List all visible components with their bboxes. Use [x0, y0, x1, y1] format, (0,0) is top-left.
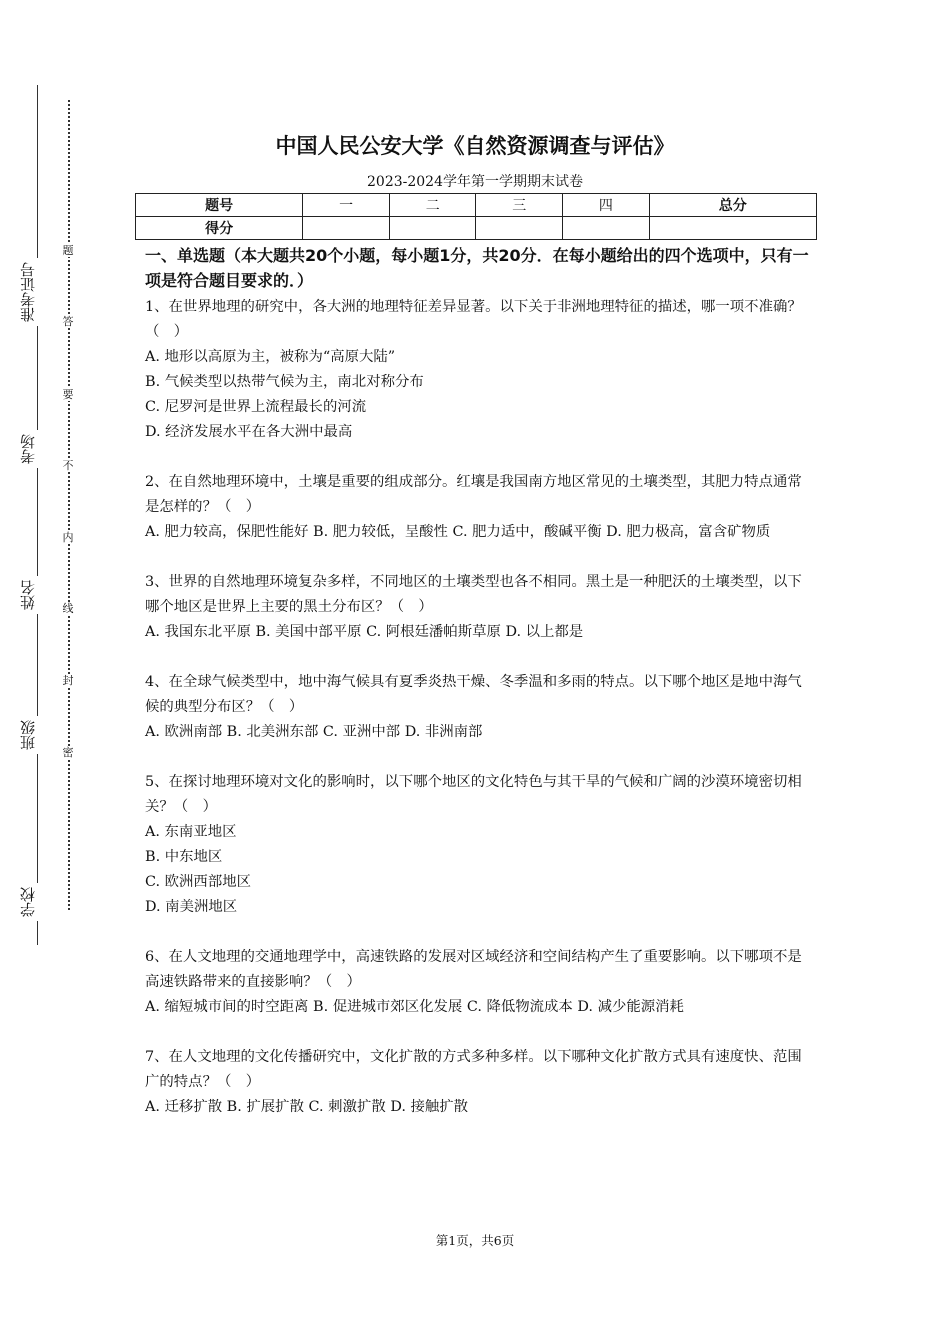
question-4 [145, 670, 813, 745]
question-option: D. 经济发展水平在各大洲中最高 [145, 424, 353, 440]
field-school: 学校 [20, 883, 46, 921]
exam-title: 中国人民公安大学《自然资源调查与评估》 [275, 134, 675, 158]
question-stem: 7、在人文地理的文化传播研究中，文化扩散的方式多种多样。以下哪种文化扩散方式具有速度快、范围广的特点？（ ） [145, 1049, 802, 1090]
question-3 [145, 570, 813, 645]
seal-char: 要 [62, 388, 74, 401]
binding-solid-line [37, 85, 38, 945]
question-stem: 5、在探讨地理环境对文化的影响时，以下哪个地区的文化特色与其干旱的气候和广阔的沙漠环境密切相关？（ ） [145, 774, 802, 815]
question-option: A. 地形以高原为主，被称为“高原大陆” [145, 349, 396, 365]
question-5 [145, 770, 813, 920]
question-stem: 4、在全球气候类型中，地中海气候具有夏季炎热干燥、冬季温和多雨的特点。以下哪个地区是地中海气候的典型分布区？（ ） [145, 674, 802, 715]
seal-char: 封 [62, 674, 74, 687]
question-stem: 3、世界的自然地理环境复杂多样，不同地区的土壤类型也各不相同。黑土是一种肥沃的土壤类型，以下哪个地区是世界上主要的黑土分布区？（ ） [145, 574, 802, 615]
score-row-label: 得分 [136, 217, 303, 240]
seal-char: 密 [62, 746, 74, 759]
exam-content [145, 243, 813, 1145]
field-class: 班级 [20, 716, 46, 754]
question-option: C. 尼罗河是世界上流程最长的河流 [145, 399, 367, 415]
score-header-row [136, 194, 817, 217]
exam-subtitle: 2023-2024学年第一学期期末试卷 [367, 174, 583, 190]
question-option: B. 中东地区 [145, 849, 223, 865]
seal-char: 题 [62, 244, 74, 257]
question-stem: 2、在自然地理环境中，土壤是重要的组成部分。红壤是我国南方地区常见的土壤类型，其肥力特点通常是怎样的？（ ） [145, 474, 802, 515]
score-column-header: 总分 [649, 194, 816, 217]
score-column-header: 一 [303, 194, 390, 217]
score-column-header: 四 [563, 194, 650, 217]
score-cell[interactable] [563, 217, 650, 240]
question-2 [145, 470, 813, 545]
question-option: A. 东南亚地区 [145, 824, 237, 840]
score-table [135, 193, 817, 240]
question-stem: 6、在人文地理的交通地理学中，高速铁路的发展对区域经济和空间结构产生了重要影响。以下哪项不是高速铁路带来的直接影响？（ ） [145, 949, 802, 990]
seal-char: 内 [62, 531, 74, 544]
score-header-label: 题号 [136, 194, 303, 217]
question-options-line: A. 迁移扩散 B. 扩展扩散 C. 刺激扩散 D. 接触扩散 [145, 1099, 469, 1115]
score-cell[interactable] [389, 217, 476, 240]
question-option: D. 南美洲地区 [145, 899, 238, 915]
seal-char: 答 [62, 315, 74, 328]
question-options-line: A. 缩短城市间的时空距离 B. 促进城市郊区化发展 C. 降低物流成本 D. 减少能源消耗 [145, 999, 684, 1015]
score-column-header: 三 [476, 194, 563, 217]
score-cell[interactable] [303, 217, 390, 240]
question-stem: 1、在世界地理的研究中，各大洲的地理特征差异显著。以下关于非洲地理特征的描述，哪一项不准确？（ ） [145, 299, 802, 340]
field-exam-room: 考场 [20, 430, 46, 468]
page-footer: 第1页，共6页 [435, 1233, 515, 1248]
question-1 [145, 295, 813, 445]
score-column-header: 二 [389, 194, 476, 217]
question-option: C. 欧洲西部地区 [145, 874, 251, 890]
section-heading: 一、单选题（本大题共20个小题，每小题1分，共20分．在每小题给出的四个选项中，只有一项是符合题目要求的．） [145, 246, 809, 290]
seal-char: 不 [62, 459, 74, 472]
binding-margin [0, 0, 110, 1344]
question-6 [145, 945, 813, 1020]
field-exam-number: 准考证号 [20, 258, 46, 326]
seal-char: 线 [62, 602, 74, 615]
field-name: 姓名 [20, 576, 46, 614]
question-option: B. 气候类型以热带气候为主，南北对称分布 [145, 374, 424, 390]
question-options-line: A. 欧洲南部 B. 北美洲东部 C. 亚洲中部 D. 非洲南部 [145, 724, 483, 740]
question-options-line: A. 我国东北平原 B. 美国中部平原 C. 阿根廷潘帕斯草原 D. 以上都是 [145, 624, 584, 640]
score-cell[interactable] [476, 217, 563, 240]
score-value-row [136, 217, 817, 240]
score-cell[interactable] [649, 217, 816, 240]
question-7 [145, 1045, 813, 1120]
question-options-line: A. 肥力较高，保肥性能好 B. 肥力较低，呈酸性 C. 肥力适中，酸碱平衡 D. 肥力极高，富含矿物质 [145, 524, 771, 540]
binding-dotted-line [68, 100, 70, 910]
